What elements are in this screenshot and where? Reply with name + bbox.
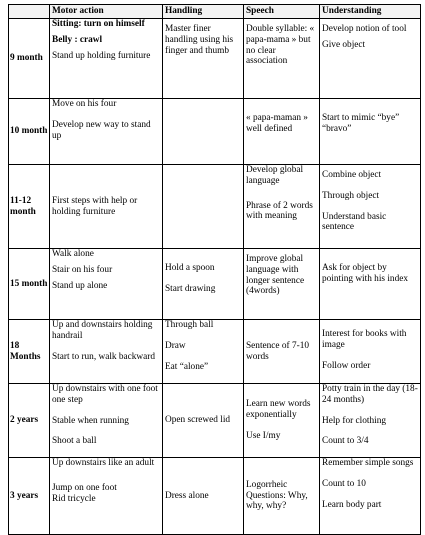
- header-row: [9, 5, 421, 19]
- speech-item: Double syllable: « papa-mama » but no clear association: [246, 24, 315, 67]
- development-milestones-table: [8, 4, 421, 535]
- age-cell: 3 years: [9, 458, 50, 535]
- age-cell: 18 Months: [9, 320, 50, 384]
- motor-cell: [50, 99, 163, 165]
- speech-cell: [244, 384, 320, 458]
- understanding-cell: [320, 384, 421, 458]
- motor-item: Move on his four: [52, 99, 117, 109]
- speech-cell: [244, 249, 320, 320]
- motor-item: Stair on his four: [52, 264, 113, 275]
- understanding-item: Follow order: [322, 360, 371, 371]
- handling-item: Through ball: [165, 320, 214, 330]
- understanding-item: Understand basic sentence: [322, 211, 387, 233]
- motor-item: Belly : crawl: [52, 34, 103, 45]
- motor-item: Stand up holding furniture: [52, 50, 151, 61]
- understanding-item: Interest for books with image: [322, 329, 407, 350]
- age-cell: 9 month: [9, 19, 50, 99]
- handling-cell: [163, 249, 244, 320]
- header-motor-action: Motor action: [50, 5, 163, 19]
- handling-cell: [163, 99, 244, 165]
- speech-cell: [244, 458, 320, 535]
- header-understanding: Understanding: [320, 5, 421, 19]
- understanding-cell: [320, 99, 421, 165]
- understanding-item: Count to 10: [322, 478, 366, 489]
- handling-item: Start drawing: [165, 283, 216, 294]
- row-9-month: [9, 19, 421, 99]
- speech-item: Sentence of 7-10 words: [246, 340, 309, 362]
- handling-item: Eat “alone”: [165, 361, 209, 372]
- understanding-cell: [320, 165, 421, 249]
- handling-item: Master finer handling using his finger and thumb: [165, 24, 234, 56]
- handling-cell: [163, 384, 244, 458]
- understanding-item: Remember simple songs: [322, 458, 414, 468]
- motor-cell: [50, 458, 163, 535]
- row-11-12-month: [9, 165, 421, 249]
- speech-cell: [244, 320, 320, 384]
- motor-item: Develop new way to stand up: [52, 119, 151, 141]
- motor-item: Stable when running: [52, 415, 129, 426]
- speech-item: « papa-maman » well defined: [246, 113, 308, 134]
- handling-cell: [163, 458, 244, 535]
- motor-item: First steps with help or holding furniture: [52, 195, 138, 217]
- understanding-item: Potty train in the day (18-24 months): [322, 384, 418, 405]
- motor-cell: [50, 165, 163, 249]
- motor-item: Rid tricycle: [52, 493, 96, 504]
- row-15-month: [9, 249, 421, 320]
- motor-cell: [50, 249, 163, 320]
- understanding-item: Ask for object by pointing with his index: [322, 263, 408, 284]
- handling-item: Open screwed lid: [165, 415, 231, 426]
- motor-item: Up and downstairs holding handrail: [52, 320, 153, 341]
- motor-item: Sitting: turn on himself: [52, 19, 145, 29]
- speech-cell: [244, 99, 320, 165]
- understanding-item: Combine object: [322, 170, 382, 180]
- age-cell: 10 month: [9, 99, 50, 165]
- row-18-months: [9, 320, 421, 384]
- understanding-cell: [320, 458, 421, 535]
- handling-cell: [163, 19, 244, 99]
- speech-cell: [244, 165, 320, 249]
- age-cell: 15 month: [9, 249, 50, 320]
- handling-item: Draw: [165, 340, 186, 351]
- handling-cell: [163, 320, 244, 384]
- understanding-item: Give object: [322, 39, 366, 50]
- understanding-item: Help for clothing: [322, 415, 387, 426]
- motor-cell: [50, 320, 163, 384]
- speech-item: Phrase of 2 words with meaning: [246, 200, 313, 222]
- row-2-years: [9, 384, 421, 458]
- understanding-cell: [320, 249, 421, 320]
- header-speech: Speech: [244, 5, 320, 19]
- understanding-item: Learn body part: [322, 499, 382, 510]
- row-10-month: [9, 99, 421, 165]
- speech-item: Develop global language: [246, 165, 304, 186]
- header-age: [9, 5, 50, 19]
- row-3-years: [9, 458, 421, 535]
- motor-item: Stand up alone: [52, 280, 108, 291]
- understanding-item: Count to 3/4: [322, 436, 369, 447]
- handling-cell: [163, 165, 244, 249]
- understanding-item: Through object: [322, 190, 380, 201]
- motor-cell: [50, 384, 163, 458]
- motor-item: Jump on one foot: [52, 482, 117, 493]
- speech-item: Logorrheic Questions: Why, why, why?: [246, 479, 308, 512]
- speech-item: Learn new words exponentially: [246, 399, 311, 421]
- motor-item: Shoot a ball: [52, 436, 97, 447]
- understanding-cell: [320, 19, 421, 99]
- motor-item: Up downstairs like an adult: [52, 458, 155, 468]
- handling-item: Hold a spoon: [165, 263, 215, 273]
- speech-cell: [244, 19, 320, 99]
- motor-cell: [50, 19, 163, 99]
- handling-item: Dress alone: [165, 490, 209, 501]
- motor-item: Walk alone: [52, 249, 94, 259]
- motor-item: Up downstairs with one foot one step: [52, 384, 158, 405]
- age-cell: 2 years: [9, 384, 50, 458]
- motor-item: Start to run, walk backward: [52, 351, 156, 362]
- speech-item: Improve global language with longer sentence (4words): [246, 254, 305, 297]
- understanding-item: Start to mimic “bye” “bravo”: [322, 113, 400, 134]
- understanding-cell: [320, 320, 421, 384]
- speech-item: Use I/my: [246, 430, 281, 441]
- age-cell: 11-12 month: [9, 165, 50, 249]
- header-handling: Handling: [163, 5, 244, 19]
- understanding-item: Develop notion of tool: [322, 24, 407, 34]
